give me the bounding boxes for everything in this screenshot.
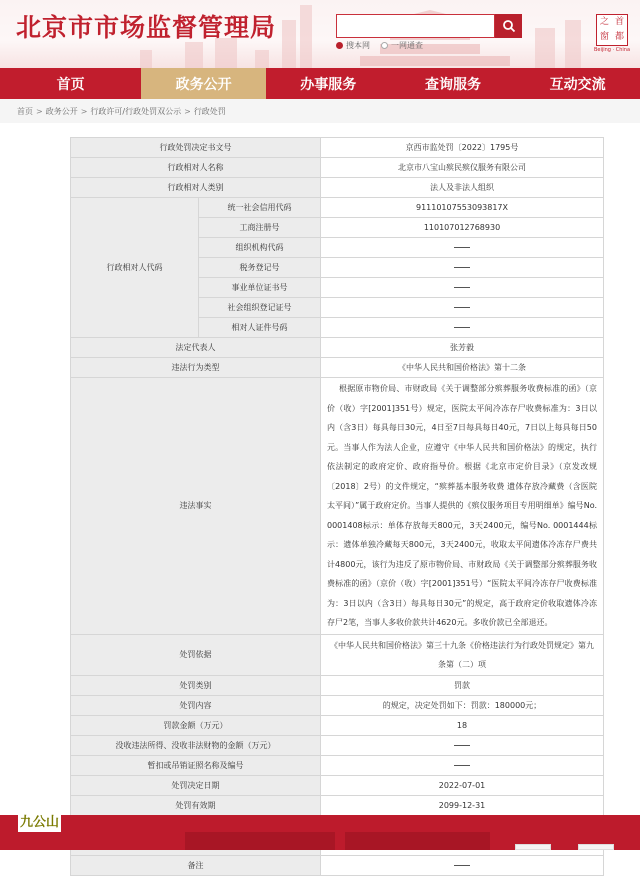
violation-type-value: 《中华人民共和国价格法》第十二条 — [321, 358, 604, 378]
violation-facts-text: 根据原市物价局、市财政局《关于调整部分殡葬服务收费标准的函》（京价（收）字[2001]351号）规定，医院太平间冷冻存尸收费标准为：3日以内（含3日）每具每日30元，4日至7日每具每日40元，7日以上每具每日50元。当事人作为法人企业，应遵守《中华人民共和国价格法》的规定，执行依法制定的政府定价、政府指导价。根据《北京市定价目录》（京发改规〔2018〕2号）的文件规定，“殡葬基本服务收费 遗体存放冷藏费（含医院太平间）”属于政府定价。当事人提供的《殡仪服务项目专用明细单》编号No. 0001408标示：单体存放每天800元，3天2400元，编号No. 0001444标示：遗体单独冷藏每天800元，3天2400元，收取太平间遗体冷冻存尸费共计4800元，该行为违反了原市物价局、市财政局《关于调整部分殡葬服务收费标准的函》（京价（收）字[2001]351号）“医院太平间冷冻存尸收费标准为：3日以内（含3日）每具每日30元”的规定，高于政府定价收取遗体冷冻存尸2笔，当事人多收价款共计4620元。多收价款已全部退还。 — [327, 384, 597, 627]
empty-value-dash — [454, 307, 470, 308]
logo-char: 都 — [614, 32, 624, 42]
empty-value-dash — [454, 267, 470, 268]
search-icon — [502, 19, 516, 33]
tax-number-value — [321, 258, 604, 278]
license-suspension-value — [321, 755, 604, 775]
table-row — [71, 755, 604, 775]
credit-code-value: 91110107553093817X — [321, 198, 604, 218]
table-row — [71, 338, 604, 358]
breadcrumb-government-affairs[interactable]: 政务公开 — [45, 106, 78, 116]
validity-value: 2099-12-31 — [321, 795, 604, 815]
row-label: 行政相对人类别 — [71, 178, 321, 198]
decision-date-value: 2022-07-01 — [321, 775, 604, 795]
site-header — [0, 0, 640, 68]
row-label: 暂扣或吊销证照名称及编号 — [71, 755, 321, 775]
decision-number-value: 京西市监处罚〔2022〕1795号 — [321, 138, 604, 158]
breadcrumb-separator: > — [36, 106, 43, 116]
row-label: 处罚类别 — [71, 675, 321, 695]
watermark-label: 九公山 — [20, 815, 60, 830]
table-row — [71, 378, 604, 635]
table-row — [71, 735, 604, 755]
row-label: 处罚决定日期 — [71, 775, 321, 795]
row-label: 违法事实 — [71, 378, 321, 635]
table-row — [71, 158, 604, 178]
table-row — [71, 634, 604, 675]
violation-facts-value — [321, 378, 604, 635]
table-row — [71, 178, 604, 198]
party-name-value: 北京市八宝山殡民殡仪服务有限公司 — [321, 158, 604, 178]
penalty-content-value: 的规定，决定处罚如下：罚款：180000元； — [321, 695, 604, 715]
remarks-value — [321, 855, 604, 875]
table-row — [71, 198, 604, 218]
scope-radio-all[interactable] — [381, 42, 388, 49]
breadcrumb-separator: > — [184, 106, 191, 116]
search-bar — [336, 14, 522, 38]
sub-row-label: 税务登记号 — [199, 258, 321, 278]
fine-amount-value: 18 — [321, 715, 604, 735]
main-nav — [0, 68, 640, 99]
table-row — [71, 715, 604, 735]
site-title: 北京市市场监督管理局 — [16, 13, 277, 42]
table-row — [71, 358, 604, 378]
footer-block — [345, 832, 490, 850]
table-row — [71, 795, 604, 815]
legal-representative-value: 张芳毅 — [321, 338, 604, 358]
table-row — [71, 138, 604, 158]
row-label: 行政处罚决定书文号 — [71, 138, 321, 158]
empty-value-dash — [454, 745, 470, 746]
row-label: 法定代表人 — [71, 338, 321, 358]
party-type-value: 法人及非法人组织 — [321, 178, 604, 198]
breadcrumb-administrative-penalty[interactable]: 行政处罚 — [193, 106, 226, 116]
nav-item-query[interactable]: 查询服务 — [424, 76, 481, 93]
table-row — [71, 695, 604, 715]
logo-char: 首 — [614, 17, 624, 27]
sub-row-label: 事业单位证书号 — [199, 278, 321, 298]
capital-window-logo[interactable] — [596, 14, 628, 46]
empty-value-dash — [454, 247, 470, 248]
row-label: 行政相对人代码 — [71, 198, 199, 338]
qr-code-icon[interactable] — [515, 844, 551, 850]
nav-item-services[interactable]: 办事服务 — [300, 76, 357, 93]
scope-label-site[interactable]: 搜本网 — [346, 41, 370, 50]
row-label: 处罚有效期 — [71, 795, 321, 815]
breadcrumb-home[interactable]: 首页 — [17, 106, 33, 116]
sub-row-label: 统一社会信用代码 — [199, 198, 321, 218]
breadcrumb — [0, 99, 640, 123]
row-label: 处罚内容 — [71, 695, 321, 715]
confiscation-value — [321, 735, 604, 755]
breadcrumb-dual-publicity[interactable]: 行政许可/行政处罚双公示 — [90, 106, 182, 116]
sub-row-label: 相对人证件号码 — [199, 318, 321, 338]
row-label: 没收违法所得、没收非法财物的金额（万元） — [71, 735, 321, 755]
penalty-detail-table — [70, 137, 603, 876]
scope-radio-site[interactable] — [336, 42, 343, 49]
row-label: 备注 — [71, 855, 321, 875]
empty-value-dash — [454, 865, 470, 866]
penalty-category-value: 罚款 — [321, 675, 604, 695]
row-label: 处罚依据 — [71, 634, 321, 675]
sub-row-label: 工商注册号 — [199, 218, 321, 238]
logo-char: 窗 — [599, 32, 609, 42]
social-org-cert-value — [321, 298, 604, 318]
id-number-value — [321, 318, 604, 338]
sub-row-label: 组织机构代码 — [199, 238, 321, 258]
nav-item-home[interactable]: 首页 — [56, 76, 85, 93]
penalty-basis-value: 《中华人民共和国价格法》第三十九条《价格违法行为行政处罚规定》第九条第（二）项 — [321, 634, 604, 675]
qr-code-icon[interactable] — [578, 844, 614, 850]
institution-cert-value — [321, 278, 604, 298]
sub-row-label: 社会组织登记证号 — [199, 298, 321, 318]
row-label: 行政相对人名称 — [71, 158, 321, 178]
breadcrumb-separator: > — [80, 106, 88, 116]
logo-char: 之 — [599, 17, 609, 27]
empty-value-dash — [454, 765, 470, 766]
row-label: 罚款金额（万元） — [71, 715, 321, 735]
logo-subtitle: Beijing · China — [593, 47, 631, 53]
table-row — [71, 775, 604, 795]
search-scope — [336, 40, 431, 51]
table-row — [71, 675, 604, 695]
registration-number-value: 110107012768930 — [321, 218, 604, 238]
search-input[interactable] — [336, 14, 495, 38]
empty-value-dash — [454, 327, 470, 328]
row-label: 违法行为类型 — [71, 358, 321, 378]
footer-block — [185, 832, 335, 850]
nav-item-interaction[interactable]: 互动交流 — [549, 76, 606, 93]
search-button[interactable] — [495, 14, 522, 38]
nav-item-government-affairs[interactable]: 政务公开 — [141, 68, 266, 99]
empty-value-dash — [454, 287, 470, 288]
table-row — [71, 855, 604, 875]
scope-label-all[interactable]: 一网通查 — [391, 41, 423, 50]
org-code-value — [321, 238, 604, 258]
